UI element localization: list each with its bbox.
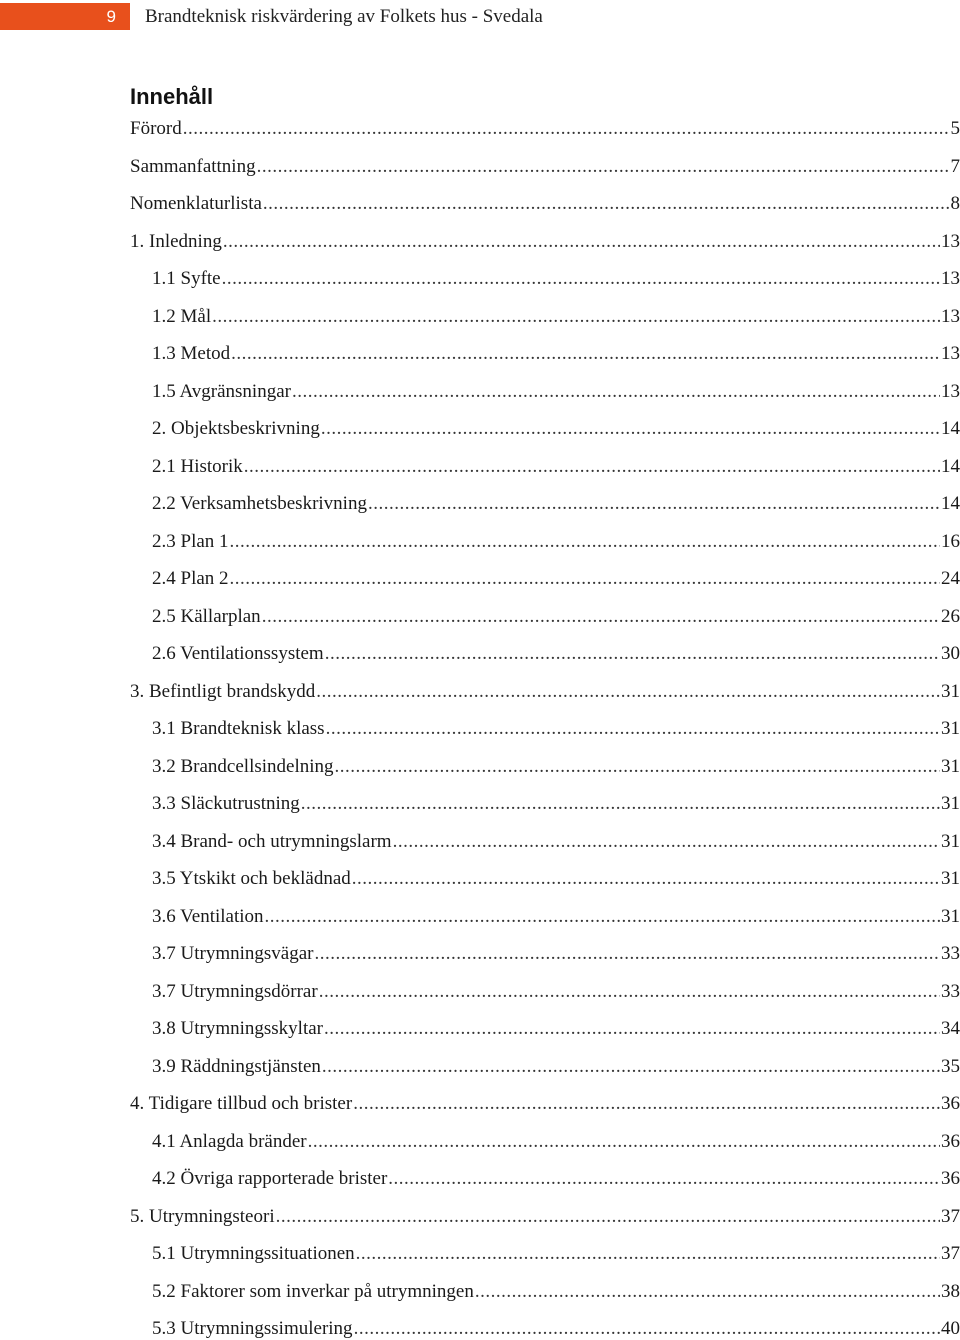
- toc-dot-leader: [292, 377, 940, 407]
- toc-entry[interactable]: [130, 1089, 960, 1127]
- toc-entry-label: 2. Objektsbeskrivning: [152, 418, 320, 439]
- toc-entry-label: 1.2 Mål: [152, 305, 212, 327]
- toc-dot-leader: [265, 902, 940, 932]
- toc-entry-label: 3.2 Brandcellsindelning: [152, 755, 334, 777]
- toc-entry[interactable]: [130, 752, 960, 790]
- toc-dot-leader: [231, 339, 940, 369]
- toc-entry-label: 3.8 Utrymningsskyltar: [152, 1018, 323, 1039]
- toc-entry[interactable]: [130, 339, 960, 377]
- toc-entry[interactable]: [130, 677, 960, 715]
- toc-entry[interactable]: [130, 189, 960, 227]
- toc-entry[interactable]: [130, 152, 960, 190]
- toc-entry-label: 4. Tidigare tillbud och brister: [130, 1093, 353, 1114]
- toc-entry-page-number: 14: [941, 493, 960, 514]
- toc-entry-page-number: 5: [950, 118, 960, 139]
- toc-entry[interactable]: [130, 827, 960, 865]
- toc-entry-label: 1. Inledning: [130, 230, 222, 252]
- toc-entry[interactable]: [130, 602, 960, 640]
- toc-entry[interactable]: [130, 1164, 960, 1202]
- toc-entry-page-number: 31: [941, 830, 960, 852]
- toc-entry[interactable]: [130, 1239, 960, 1277]
- toc-entry-label: 5.2 Faktorer som inverkar på utrymningen: [152, 1280, 474, 1302]
- toc-dot-leader: [326, 714, 940, 744]
- toc-entry-page-number: 40: [941, 1318, 960, 1339]
- toc-entry-page-number: 31: [941, 793, 960, 814]
- toc-entry-label: 2.4 Plan 2: [152, 568, 229, 589]
- toc-entry[interactable]: [130, 1014, 960, 1052]
- toc-entry[interactable]: [130, 1277, 960, 1315]
- toc-entry-label: 3.7 Utrymningsvägar: [152, 943, 314, 964]
- toc-entry-label: 3.1 Brandteknisk klass: [152, 718, 325, 739]
- toc-entry-label: 3. Befintligt brandskydd: [130, 680, 316, 702]
- toc-entry-label: 2.1 Historik: [152, 455, 243, 477]
- toc-entry-label: 4.1 Anlagda bränder: [152, 1130, 307, 1152]
- toc-entry[interactable]: [130, 977, 960, 1015]
- toc-entry-page-number: 31: [941, 868, 960, 889]
- toc-entry[interactable]: [130, 564, 960, 602]
- toc-entry-page-number: 13: [941, 230, 960, 252]
- toc-entry-page-number: 16: [941, 530, 960, 552]
- toc-dot-leader: [322, 1052, 940, 1082]
- toc-entry[interactable]: [130, 489, 960, 527]
- toc-dot-leader: [257, 152, 949, 182]
- toc-entry-page-number: 30: [941, 643, 960, 664]
- toc-dot-leader: [316, 677, 940, 707]
- toc-dot-leader: [308, 1127, 940, 1157]
- toc-entry-page-number: 24: [941, 568, 960, 589]
- toc-entry-label: 1.3 Metod: [152, 343, 231, 364]
- toc-entry[interactable]: [130, 789, 960, 827]
- toc-entry-page-number: 38: [941, 1280, 960, 1302]
- toc-entry-page-number: 7: [950, 155, 960, 177]
- toc-dot-leader: [276, 1202, 940, 1232]
- toc-entry-label: 3.6 Ventilation: [152, 905, 264, 927]
- toc-entry-page-number: 14: [941, 455, 960, 477]
- toc-entry[interactable]: [130, 452, 960, 490]
- toc-dot-leader: [475, 1277, 940, 1307]
- toc-entry-page-number: 13: [941, 305, 960, 327]
- toc-entry[interactable]: [130, 414, 960, 452]
- toc-entry-label: 2.5 Källarplan: [152, 605, 261, 627]
- toc-entry-page-number: 31: [941, 755, 960, 777]
- toc-dot-leader: [352, 864, 940, 894]
- toc-entry-page-number: 31: [941, 718, 960, 739]
- toc-entry[interactable]: [130, 227, 960, 265]
- toc-dot-leader: [183, 114, 949, 144]
- toc-entry-page-number: 33: [941, 943, 960, 964]
- toc-dot-leader: [314, 939, 940, 969]
- toc-entry-page-number: 33: [941, 980, 960, 1002]
- toc-dot-leader: [212, 302, 940, 332]
- toc-dot-leader: [368, 489, 940, 519]
- toc-dot-leader: [325, 639, 940, 669]
- toc-entry[interactable]: [130, 714, 960, 752]
- toc-entry-page-number: 13: [941, 268, 960, 289]
- toc-dot-leader: [301, 789, 940, 819]
- toc-dot-leader: [244, 452, 940, 482]
- toc-entry[interactable]: [130, 264, 960, 302]
- toc-entry[interactable]: [130, 1127, 960, 1165]
- toc-entry-page-number: 36: [941, 1130, 960, 1152]
- toc-dot-leader: [319, 977, 940, 1007]
- toc-entry-label: 3.3 Släckutrustning: [152, 793, 300, 814]
- toc-entry-page-number: 37: [941, 1243, 960, 1264]
- toc-entry[interactable]: [130, 302, 960, 340]
- toc-dot-leader: [324, 1014, 940, 1044]
- toc-entry-label: 3.7 Utrymningsdörrar: [152, 980, 318, 1002]
- toc-entry[interactable]: [130, 114, 960, 152]
- toc-entry-page-number: 26: [941, 605, 960, 627]
- toc-dot-leader: [230, 564, 940, 594]
- page-number-badge: 9: [0, 3, 130, 30]
- toc-entry-label: 3.4 Brand- och utrymningslarm: [152, 830, 392, 852]
- toc-heading: Innehåll: [130, 84, 214, 109]
- toc-entry-label: 4.2 Övriga rapporterade brister: [152, 1168, 388, 1189]
- toc-dot-leader: [354, 1314, 940, 1340]
- toc-entry[interactable]: [130, 1314, 960, 1340]
- toc-entry-label: Sammanfattning: [130, 155, 256, 177]
- toc-dot-leader: [263, 189, 949, 219]
- toc-entry-label: 1.1 Syfte: [152, 268, 221, 289]
- toc-dot-leader: [321, 414, 940, 444]
- toc-entry[interactable]: [130, 639, 960, 677]
- toc-entry[interactable]: [130, 902, 960, 940]
- toc-entry-page-number: 31: [941, 680, 960, 702]
- toc-entry-label: 2.2 Verksamhetsbeskrivning: [152, 493, 367, 514]
- toc-entry-label: 2.3 Plan 1: [152, 530, 229, 552]
- table-of-contents: [130, 114, 960, 1340]
- toc-entry[interactable]: [130, 377, 960, 415]
- toc-dot-leader: [223, 227, 940, 257]
- toc-entry-label: 2.6 Ventilationssystem: [152, 643, 324, 664]
- toc-entry[interactable]: [130, 864, 960, 902]
- toc-entry-label: 5. Utrymningsteori: [130, 1205, 275, 1227]
- toc-dot-leader: [222, 264, 940, 294]
- toc-entry-label: 3.5 Ytskikt och beklädnad: [152, 868, 351, 889]
- toc-dot-leader: [230, 527, 940, 557]
- toc-entry-page-number: 31: [941, 905, 960, 927]
- toc-dot-leader: [262, 602, 940, 632]
- toc-dot-leader: [388, 1164, 940, 1194]
- toc-entry[interactable]: [130, 1052, 960, 1090]
- toc-entry-label: 5.3 Utrymningssimulering: [152, 1318, 353, 1339]
- toc-entry-label: 1.5 Avgränsningar: [152, 380, 291, 402]
- toc-dot-leader: [393, 827, 940, 857]
- toc-entry[interactable]: [130, 1202, 960, 1240]
- toc-entry-page-number: 35: [941, 1055, 960, 1077]
- toc-entry-page-number: 36: [941, 1093, 960, 1114]
- toc-entry-label: 5.1 Utrymningssituationen: [152, 1243, 355, 1264]
- toc-entry[interactable]: [130, 527, 960, 565]
- toc-dot-leader: [335, 752, 940, 782]
- toc-entry-page-number: 13: [941, 343, 960, 364]
- toc-entry-page-number: 36: [941, 1168, 960, 1189]
- toc-entry-page-number: 8: [950, 193, 960, 214]
- toc-dot-leader: [353, 1089, 940, 1119]
- toc-entry-page-number: 37: [941, 1205, 960, 1227]
- document-title: Brandteknisk riskvärdering av Folkets hus - Svedala: [145, 6, 543, 27]
- toc-entry-label: Förord: [130, 118, 182, 139]
- toc-entry-page-number: 13: [941, 380, 960, 402]
- toc-entry-page-number: 34: [941, 1018, 960, 1039]
- page-header: [0, 0, 960, 34]
- toc-entry-label: Nomenklaturlista: [130, 193, 262, 214]
- toc-entry-page-number: 14: [941, 418, 960, 439]
- toc-dot-leader: [356, 1239, 940, 1269]
- toc-entry-label: 3.9 Räddningstjänsten: [152, 1055, 321, 1077]
- toc-entry[interactable]: [130, 939, 960, 977]
